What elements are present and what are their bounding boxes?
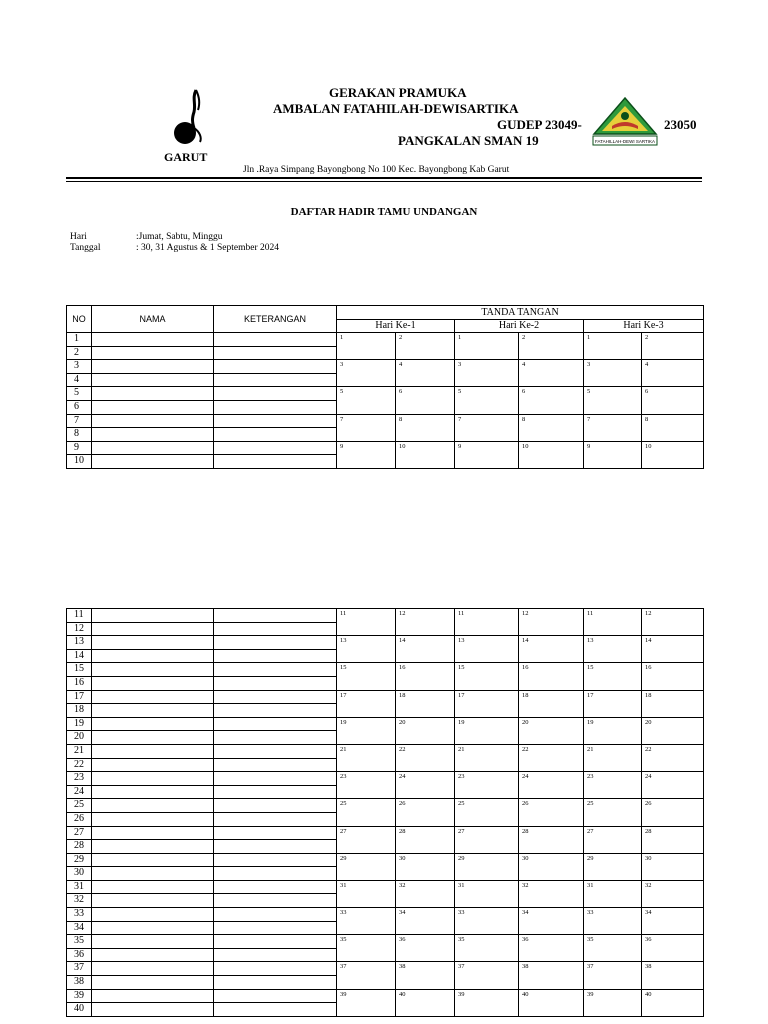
signature-cell[interactable]: 14	[519, 636, 584, 663]
signature-cell[interactable]: 2	[519, 333, 584, 360]
signature-cell[interactable]: 4	[642, 360, 704, 387]
signature-cell[interactable]: 6	[642, 387, 704, 414]
row-number: 19	[67, 717, 92, 731]
nama-cell[interactable]	[92, 414, 214, 428]
signature-cell[interactable]: 13	[455, 636, 519, 663]
signature-cell[interactable]: 6	[519, 387, 584, 414]
table-row	[67, 826, 704, 840]
signature-cell[interactable]: 27	[584, 826, 642, 853]
header-rule-thick	[66, 177, 702, 179]
signature-cell[interactable]: 15	[584, 663, 642, 690]
attendance-table-2	[66, 608, 704, 1017]
row-number: 6	[67, 400, 92, 414]
signature-cell[interactable]: 22	[642, 744, 704, 771]
pangkalan: PANGKALAN SMAN 19	[398, 133, 539, 148]
signature-cell[interactable]: 31	[337, 880, 396, 907]
signature-cell[interactable]: 2	[396, 333, 455, 360]
keterangan-cell[interactable]	[214, 333, 337, 347]
nama-cell[interactable]	[92, 400, 214, 414]
keterangan-cell[interactable]	[214, 962, 337, 976]
keterangan-cell[interactable]	[214, 622, 337, 636]
table-row	[67, 989, 704, 1003]
signature-cell[interactable]: 25	[584, 799, 642, 826]
row-number: 11	[67, 609, 92, 623]
row-number: 31	[67, 880, 92, 894]
address: Jln .Raya Simpang Bayongbong No 100 Kec. Bayongbong Kab Garut	[243, 165, 510, 175]
signature-cell[interactable]: 36	[519, 935, 584, 962]
row-number: 32	[67, 894, 92, 908]
left-logo-caption: GARUT	[164, 150, 208, 164]
nama-cell[interactable]	[92, 908, 214, 922]
nama-cell[interactable]	[92, 948, 214, 962]
signature-cell[interactable]: 21	[455, 744, 519, 771]
row-number: 21	[67, 744, 92, 758]
row-number: 2	[67, 346, 92, 360]
signature-cell[interactable]: 27	[337, 826, 396, 853]
row-number: 23	[67, 772, 92, 786]
signature-cell[interactable]: 29	[584, 853, 642, 880]
signature-cell[interactable]: 18	[642, 690, 704, 717]
signature-cell[interactable]: 39	[455, 989, 519, 1016]
row-number: 26	[67, 812, 92, 826]
signature-cell[interactable]: 15	[455, 663, 519, 690]
row-number: 17	[67, 690, 92, 704]
row-number: 12	[67, 622, 92, 636]
row-number: 5	[67, 387, 92, 401]
keterangan-cell[interactable]	[214, 704, 337, 718]
keterangan-cell[interactable]	[214, 935, 337, 949]
tanggal-value: : 30, 31 Agustus & 1 September 2024	[136, 243, 280, 253]
signature-cell[interactable]: 3	[337, 360, 396, 387]
signature-cell[interactable]: 28	[519, 826, 584, 853]
keterangan-cell[interactable]	[214, 455, 337, 469]
signature-cell[interactable]: 10	[519, 441, 584, 468]
signature-cell[interactable]: 38	[642, 962, 704, 989]
table-row	[67, 360, 704, 374]
signature-cell[interactable]: 30	[642, 853, 704, 880]
signature-cell[interactable]: 2	[642, 333, 704, 360]
nama-cell[interactable]	[92, 441, 214, 455]
row-number: 34	[67, 921, 92, 935]
nama-cell[interactable]	[92, 690, 214, 704]
signature-cell[interactable]: 23	[584, 772, 642, 799]
table-row	[67, 717, 704, 731]
signature-cell[interactable]: 12	[519, 609, 584, 636]
signature-cell[interactable]: 1	[584, 333, 642, 360]
gudep-left: GUDEP 23049-	[497, 117, 582, 132]
row-number: 15	[67, 663, 92, 677]
signature-cell[interactable]: 25	[455, 799, 519, 826]
day-header-1: Hari Ke-1	[337, 320, 455, 333]
table-row	[67, 744, 704, 758]
nama-cell[interactable]	[92, 636, 214, 650]
signature-cell[interactable]: 8	[519, 414, 584, 441]
signature-cell[interactable]: 20	[642, 717, 704, 744]
signature-cell[interactable]: 33	[584, 908, 642, 935]
nama-cell[interactable]	[92, 609, 214, 623]
signature-cell[interactable]: 35	[455, 935, 519, 962]
signature-cell[interactable]: 14	[642, 636, 704, 663]
nama-cell[interactable]	[92, 676, 214, 690]
keterangan-cell[interactable]	[214, 636, 337, 650]
nama-cell[interactable]	[92, 717, 214, 731]
table-row	[67, 663, 704, 677]
signature-cell[interactable]: 19	[455, 717, 519, 744]
keterangan-cell[interactable]	[214, 908, 337, 922]
signature-cell[interactable]: 8	[396, 414, 455, 441]
nama-cell[interactable]	[92, 867, 214, 881]
col-header-nama: NAMA	[92, 306, 214, 333]
signature-cell[interactable]: 4	[396, 360, 455, 387]
row-number: 3	[67, 360, 92, 374]
keterangan-cell[interactable]	[214, 400, 337, 414]
signature-cell[interactable]: 16	[642, 663, 704, 690]
row-number: 7	[67, 414, 92, 428]
signature-cell[interactable]: 29	[337, 853, 396, 880]
keterangan-cell[interactable]	[214, 609, 337, 623]
nama-cell[interactable]	[92, 785, 214, 799]
signature-cell[interactable]: 32	[642, 880, 704, 907]
keterangan-cell[interactable]	[214, 840, 337, 854]
signature-cell[interactable]: 37	[584, 962, 642, 989]
signature-cell[interactable]: 37	[455, 962, 519, 989]
signature-cell[interactable]: 28	[396, 826, 455, 853]
nama-cell[interactable]	[92, 663, 214, 677]
nama-cell[interactable]	[92, 799, 214, 813]
nama-cell[interactable]	[92, 428, 214, 442]
signature-cell[interactable]: 34	[396, 908, 455, 935]
keterangan-cell[interactable]	[214, 676, 337, 690]
signature-cell[interactable]: 17	[584, 690, 642, 717]
keterangan-cell[interactable]	[214, 744, 337, 758]
row-number: 20	[67, 731, 92, 745]
table-row	[67, 636, 704, 650]
keterangan-cell[interactable]	[214, 663, 337, 677]
signature-cell[interactable]: 3	[584, 360, 642, 387]
signature-cell[interactable]: 10	[396, 441, 455, 468]
tanggal-label: Tanggal	[70, 243, 101, 253]
nama-cell[interactable]	[92, 921, 214, 935]
keterangan-cell[interactable]	[214, 649, 337, 663]
signature-cell[interactable]: 5	[337, 387, 396, 414]
nama-cell[interactable]	[92, 976, 214, 990]
row-number: 38	[67, 976, 92, 990]
nama-cell[interactable]	[92, 880, 214, 894]
signature-cell[interactable]: 7	[455, 414, 519, 441]
row-number: 37	[67, 962, 92, 976]
nama-cell[interactable]	[92, 622, 214, 636]
table-row	[67, 935, 704, 949]
col-header-keterangan: KETERANGAN	[214, 306, 337, 333]
keterangan-cell[interactable]	[214, 976, 337, 990]
signature-cell[interactable]: 18	[396, 690, 455, 717]
signature-cell[interactable]: 9	[337, 441, 396, 468]
signature-cell[interactable]: 40	[396, 989, 455, 1016]
row-number: 13	[67, 636, 92, 650]
row-number: 16	[67, 676, 92, 690]
signature-cell[interactable]: 37	[337, 962, 396, 989]
signature-cell[interactable]: 32	[396, 880, 455, 907]
table-row	[67, 387, 704, 401]
signature-cell[interactable]: 39	[337, 989, 396, 1016]
row-number: 25	[67, 799, 92, 813]
nama-cell[interactable]	[92, 333, 214, 347]
signature-cell[interactable]: 34	[519, 908, 584, 935]
signature-cell[interactable]: 26	[642, 799, 704, 826]
signature-cell[interactable]: 34	[642, 908, 704, 935]
header-rule-thin	[66, 181, 702, 182]
signature-cell[interactable]: 24	[519, 772, 584, 799]
row-number: 8	[67, 428, 92, 442]
keterangan-cell[interactable]	[214, 1003, 337, 1017]
signature-cell[interactable]: 31	[584, 880, 642, 907]
row-number: 29	[67, 853, 92, 867]
signature-cell[interactable]: 33	[337, 908, 396, 935]
signature-cell[interactable]: 11	[455, 609, 519, 636]
signature-cell[interactable]: 13	[584, 636, 642, 663]
keterangan-cell[interactable]	[214, 360, 337, 374]
signature-cell[interactable]: 16	[519, 663, 584, 690]
signature-cell[interactable]: 7	[584, 414, 642, 441]
keterangan-cell[interactable]	[214, 799, 337, 813]
signature-cell[interactable]: 32	[519, 880, 584, 907]
row-number: 36	[67, 948, 92, 962]
row-number: 24	[67, 785, 92, 799]
signature-cell[interactable]: 27	[455, 826, 519, 853]
signature-cell[interactable]: 20	[519, 717, 584, 744]
row-number: 10	[67, 455, 92, 469]
keterangan-cell[interactable]	[214, 785, 337, 799]
gudep-right: 23050	[664, 117, 697, 132]
keterangan-cell[interactable]	[214, 758, 337, 772]
keterangan-cell[interactable]	[214, 880, 337, 894]
signature-cell[interactable]: 30	[519, 853, 584, 880]
signature-cell[interactable]: 7	[337, 414, 396, 441]
signature-cell[interactable]: 26	[519, 799, 584, 826]
keterangan-cell[interactable]	[214, 826, 337, 840]
nama-cell[interactable]	[92, 744, 214, 758]
keterangan-cell[interactable]	[214, 441, 337, 455]
row-number: 30	[67, 867, 92, 881]
signature-cell[interactable]: 24	[396, 772, 455, 799]
nama-cell[interactable]	[92, 853, 214, 867]
signature-cell[interactable]: 14	[396, 636, 455, 663]
nama-cell[interactable]	[92, 894, 214, 908]
keterangan-cell[interactable]	[214, 812, 337, 826]
signature-cell[interactable]: 40	[642, 989, 704, 1016]
nama-cell[interactable]	[92, 731, 214, 745]
table-row	[67, 690, 704, 704]
signature-cell[interactable]: 23	[337, 772, 396, 799]
signature-cell[interactable]: 35	[584, 935, 642, 962]
row-number: 1	[67, 333, 92, 347]
attendance-table-1	[66, 305, 704, 469]
nama-cell[interactable]	[92, 704, 214, 718]
signature-cell[interactable]: 9	[584, 441, 642, 468]
nama-cell[interactable]	[92, 989, 214, 1003]
day-header-2: Hari Ke-2	[455, 320, 584, 333]
row-number: 27	[67, 826, 92, 840]
row-number: 35	[67, 935, 92, 949]
signature-cell[interactable]: 29	[455, 853, 519, 880]
table-row	[67, 441, 704, 455]
signature-cell[interactable]: 6	[396, 387, 455, 414]
row-number: 28	[67, 840, 92, 854]
signature-cell[interactable]: 15	[337, 663, 396, 690]
nama-cell[interactable]	[92, 772, 214, 786]
keterangan-cell[interactable]	[214, 989, 337, 1003]
signature-cell[interactable]: 10	[642, 441, 704, 468]
signature-cell[interactable]: 28	[642, 826, 704, 853]
signature-cell[interactable]: 12	[396, 609, 455, 636]
signature-cell[interactable]: 9	[455, 441, 519, 468]
keterangan-cell[interactable]	[214, 772, 337, 786]
signature-cell[interactable]: 17	[455, 690, 519, 717]
table-row	[67, 772, 704, 786]
keterangan-cell[interactable]	[214, 428, 337, 442]
signature-cell[interactable]: 4	[519, 360, 584, 387]
emblem-banner-text: FATAHILLAH-DEWI SARTIKA	[594, 139, 655, 144]
keterangan-cell[interactable]	[214, 387, 337, 401]
org-line-2: AMBALAN FATAHILAH-DEWISARTIKA	[273, 101, 519, 116]
signature-cell[interactable]: 16	[396, 663, 455, 690]
signature-cell[interactable]: 20	[396, 717, 455, 744]
nama-cell[interactable]	[92, 360, 214, 374]
nama-cell[interactable]	[92, 346, 214, 360]
nama-cell[interactable]	[92, 826, 214, 840]
row-number: 33	[67, 908, 92, 922]
nama-cell[interactable]	[92, 962, 214, 976]
signature-cell[interactable]: 35	[337, 935, 396, 962]
table-row	[67, 962, 704, 976]
pramuka-logo	[170, 88, 206, 148]
signature-cell[interactable]: 18	[519, 690, 584, 717]
signature-cell[interactable]: 21	[337, 744, 396, 771]
keterangan-cell[interactable]	[214, 853, 337, 867]
signature-cell[interactable]: 17	[337, 690, 396, 717]
signature-cell[interactable]: 36	[642, 935, 704, 962]
keterangan-cell[interactable]	[214, 717, 337, 731]
keterangan-cell[interactable]	[214, 867, 337, 881]
row-number: 9	[67, 441, 92, 455]
keterangan-cell[interactable]	[214, 894, 337, 908]
nama-cell[interactable]	[92, 840, 214, 854]
signature-cell[interactable]: 12	[642, 609, 704, 636]
signature-cell[interactable]: 40	[519, 989, 584, 1016]
signature-cell[interactable]: 22	[396, 744, 455, 771]
col-header-no: NO	[67, 306, 92, 333]
signature-cell[interactable]: 39	[584, 989, 642, 1016]
org-line-1: GERAKAN PRAMUKA	[329, 85, 467, 100]
signature-cell[interactable]: 5	[455, 387, 519, 414]
signature-cell[interactable]: 33	[455, 908, 519, 935]
table-row	[67, 333, 704, 347]
signature-cell[interactable]: 11	[337, 609, 396, 636]
signature-cell[interactable]: 23	[455, 772, 519, 799]
signature-cell[interactable]: 31	[455, 880, 519, 907]
keterangan-cell[interactable]	[214, 921, 337, 935]
keterangan-cell[interactable]	[214, 690, 337, 704]
table-row	[67, 880, 704, 894]
signature-cell[interactable]: 38	[396, 962, 455, 989]
day-header-3: Hari Ke-3	[584, 320, 704, 333]
nama-cell[interactable]	[92, 387, 214, 401]
signature-cell[interactable]: 3	[455, 360, 519, 387]
signature-cell[interactable]: 30	[396, 853, 455, 880]
signature-cell[interactable]: 8	[642, 414, 704, 441]
row-number: 40	[67, 1003, 92, 1017]
signature-cell[interactable]: 5	[584, 387, 642, 414]
col-header-tanda-tangan: TANDA TANGAN	[337, 306, 704, 320]
signature-cell[interactable]: 36	[396, 935, 455, 962]
signature-cell[interactable]: 26	[396, 799, 455, 826]
table-row	[67, 799, 704, 813]
nama-cell[interactable]	[92, 758, 214, 772]
nama-cell[interactable]	[92, 935, 214, 949]
document-title: DAFTAR HADIR TAMU UNDANGAN	[290, 206, 478, 218]
signature-cell[interactable]: 13	[337, 636, 396, 663]
signature-cell[interactable]: 1	[455, 333, 519, 360]
table-row	[67, 908, 704, 922]
hari-value: :Jumat, Sabtu, Minggu	[136, 232, 223, 242]
signature-cell[interactable]: 38	[519, 962, 584, 989]
nama-cell[interactable]	[92, 455, 214, 469]
keterangan-cell[interactable]	[214, 346, 337, 360]
row-number: 4	[67, 373, 92, 387]
signature-cell[interactable]: 19	[584, 717, 642, 744]
nama-cell[interactable]	[92, 649, 214, 663]
signature-cell[interactable]: 24	[642, 772, 704, 799]
signature-cell[interactable]: 19	[337, 717, 396, 744]
signature-cell[interactable]: 22	[519, 744, 584, 771]
keterangan-cell[interactable]	[214, 373, 337, 387]
nama-cell[interactable]	[92, 812, 214, 826]
table-row	[67, 414, 704, 428]
row-number: 39	[67, 989, 92, 1003]
row-number: 22	[67, 758, 92, 772]
signature-cell[interactable]: 25	[337, 799, 396, 826]
signature-cell[interactable]: 11	[584, 609, 642, 636]
table-row	[67, 609, 704, 623]
hari-label: Hari	[70, 232, 87, 242]
signature-cell[interactable]: 21	[584, 744, 642, 771]
nama-cell[interactable]	[92, 373, 214, 387]
row-number: 14	[67, 649, 92, 663]
row-number: 18	[67, 704, 92, 718]
table-row	[67, 853, 704, 867]
keterangan-cell[interactable]	[214, 414, 337, 428]
keterangan-cell[interactable]	[214, 731, 337, 745]
nama-cell[interactable]	[92, 1003, 214, 1017]
keterangan-cell[interactable]	[214, 948, 337, 962]
signature-cell[interactable]: 1	[337, 333, 396, 360]
